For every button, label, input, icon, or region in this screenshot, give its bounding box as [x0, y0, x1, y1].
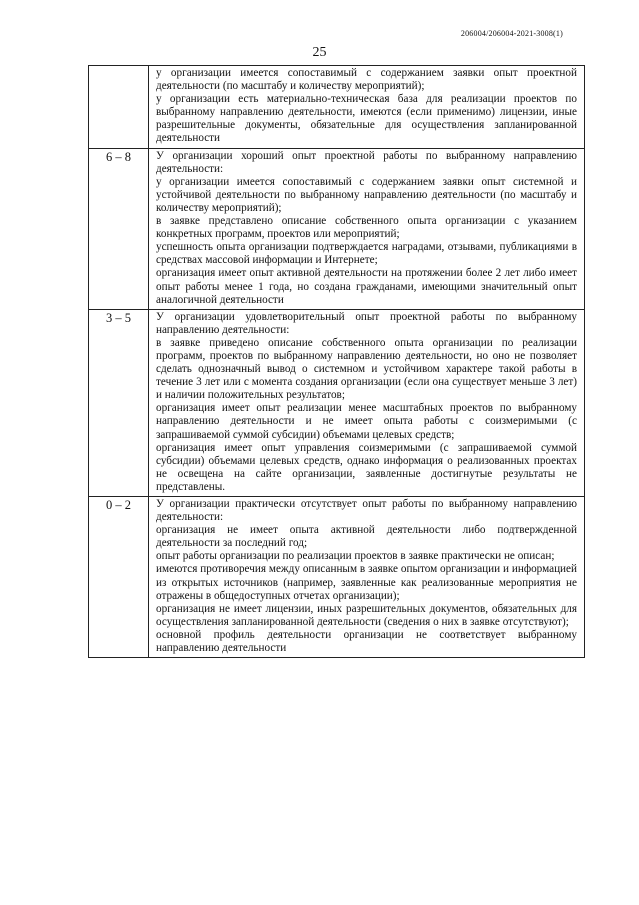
score-cell: 0 – 2	[89, 497, 149, 658]
criteria-item: организация не имеет лицензии, иных разрешительных документов, обязательных для осуществления запланированной деятельности (сведения о них в заявке отсутствуют);	[156, 602, 577, 628]
criteria-item: организация имеет опыт активной деятельности на протяжении более 2 лет либо имеет опыт работы менее 1 года, но создана гражданами, имеющими значительный опыт аналогичной деятельности	[156, 267, 577, 306]
criteria-item: У организации удовлетворительный опыт проектной работы по выбранному направлению деятельности:	[156, 310, 577, 336]
description-cell	[149, 497, 585, 658]
criteria-item: основной профиль деятельности организации не соответствует выбранному направлению деятельности	[156, 628, 577, 655]
description-cell	[149, 309, 585, 496]
criteria-item: у организации имеется сопоставимый с содержанием заявки опыт проектной деятельности (по масштабу и количеству мероприятий);	[156, 67, 577, 93]
criteria-item: успешность опыта организации подтверждается наградами, отзывами, публикациями в средствах массовой информации и Интернете;	[156, 241, 577, 267]
score-cell: 3 – 5	[89, 309, 149, 496]
criteria-item: организация не имеет опыта активной деятельности либо подтвержденной деятельности за последний год;	[156, 524, 577, 550]
score-cell	[89, 66, 149, 149]
criteria-item: организация имеет опыт управления соизмеримыми (с запрашиваемой суммой субсидии) объемами целевых средств, однако информация о реализованных проектах не освещена на сайте организации, заявленные достигнутые результаты не представлены.	[156, 441, 577, 493]
criteria-table	[88, 65, 585, 658]
criteria-item: у организации есть материально-техническая база для реализации проектов по выбранному направлению деятельности, имеются (если применимо) лицензии, иные разрешительные документы, обязательные для осуществления запланированной деятельности	[156, 93, 577, 145]
description-cell	[149, 148, 585, 309]
criteria-item: у организации имеется сопоставимый с содержанием заявки опыт системной и устойчивой деятельности по выбранному направлению деятельности (по масштабу и количеству мероприятий);	[156, 175, 577, 214]
criteria-item: У организации хороший опыт проектной работы по выбранному направлению деятельности:	[156, 149, 577, 175]
description-cell	[149, 66, 585, 149]
criteria-item: имеются противоречия между описанным в заявке опытом организации и информацией из открытых источников (например, заявленные как реализованные мероприятия не отражены в общедоступных отчетах организации);	[156, 563, 577, 602]
page-number: 25	[312, 45, 327, 60]
table-row	[89, 66, 585, 149]
criteria-item: У организации практически отсутствует опыт работы по выбранному направлению деятельности:	[156, 498, 577, 524]
table-row	[89, 309, 585, 496]
criteria-item: организация имеет опыт реализации менее масштабных проектов по выбранному направлению деятельности и не имеет опыта работы с соизмеримыми (с запрашиваемой суммой субсидии) объемами целевых средств;	[156, 402, 577, 441]
criteria-item: опыт работы организации по реализации проектов в заявке практически не описан;	[156, 550, 555, 563]
document-id: 206004/206004-2021-3008(1)	[460, 29, 563, 38]
criteria-item: в заявке приведено описание собственного опыта организации по реализации программ, проектов по выбранному направлению деятельности, но оно не позволяет сделать однозначный вывод о системном и устойчивом характере такой работы в течение 3 лет или с момента создания организации (если она существует меньше 3 лет) и наличии положительных результатов;	[156, 336, 577, 402]
table-row	[89, 497, 585, 658]
score-cell: 6 – 8	[89, 148, 149, 309]
table-row	[89, 148, 585, 309]
criteria-item: в заявке представлено описание собственного опыта организации с указанием конкретных программ, проектов или мероприятий;	[156, 215, 577, 241]
